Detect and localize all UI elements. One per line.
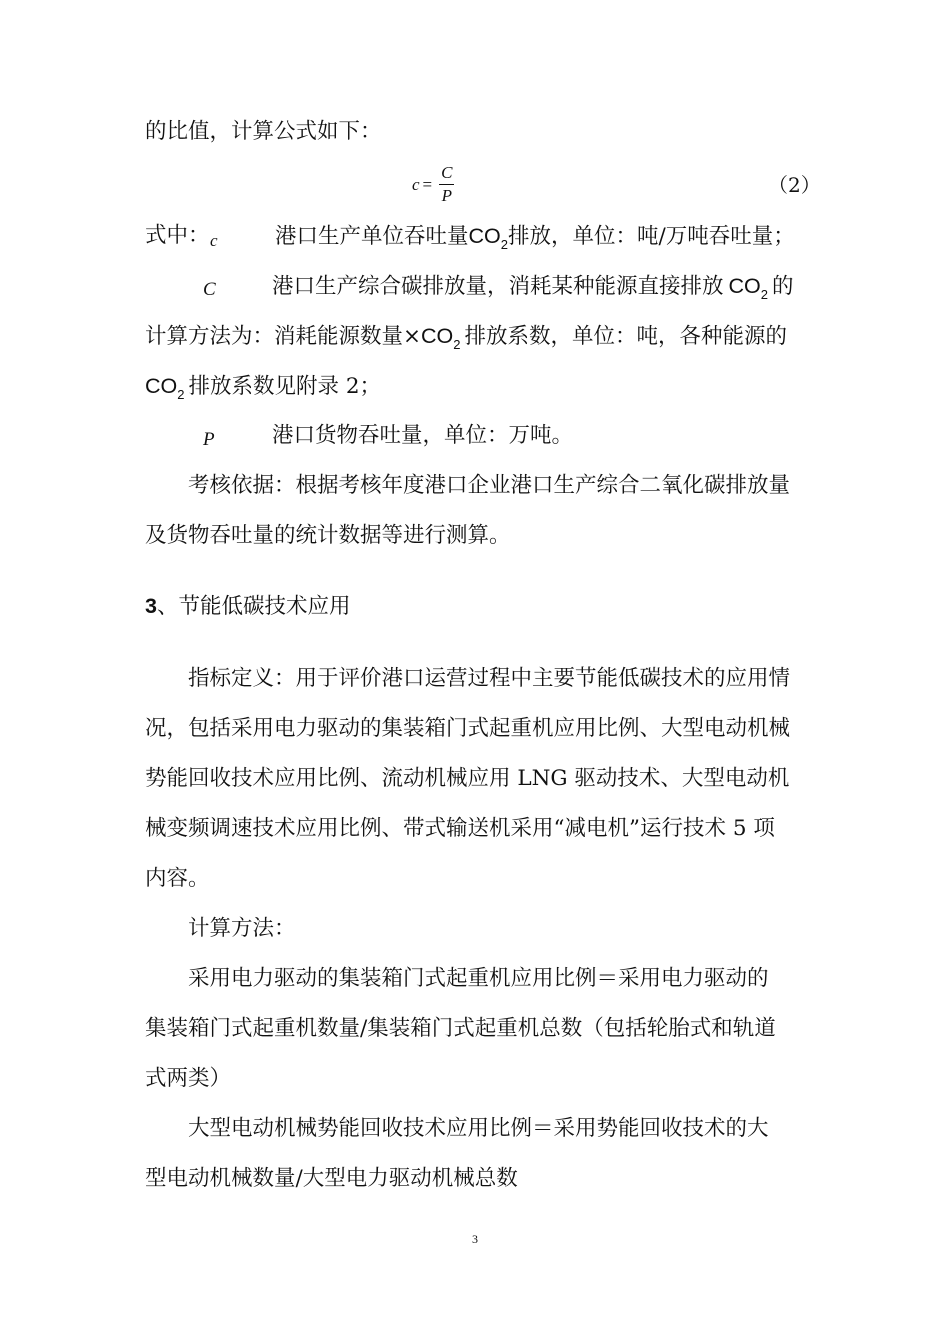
formula-numerator: C (439, 163, 454, 185)
definition-line-4: 械变频调速技术应用比例、带式输送机采用“减电机”运行技术 5 项 (145, 816, 775, 841)
section-title: 、节能低碳技术应用 (156, 594, 351, 619)
C-text-b: 的 (772, 274, 794, 299)
method-p2-line-2: 型电动机械数量/大型电力驱动机械总数 (145, 1166, 518, 1191)
co2-subscript: 2 (453, 337, 461, 352)
where-C-line3 (145, 371, 810, 402)
section-number: 3 (145, 594, 157, 618)
C-line2-b: 排放系数，单位：吨，各种能源的 (464, 324, 788, 349)
formula-denominator: P (441, 186, 452, 205)
where-c-text (275, 221, 810, 252)
formula-equals: = (422, 175, 433, 194)
co2-label: CO (421, 324, 454, 348)
basis-line-1: 考核依据：根据考核年度港口企业港口生产综合二氧化碳排放量 (188, 473, 791, 498)
definition-line-2: 况，包括采用电力驱动的集装箱门式起重机应用比例、大型电动机械 (145, 716, 791, 741)
basis-line-2: 及货物吞吐量的统计数据等进行测算。 (145, 523, 511, 548)
C-line2-a: 计算方法为：消耗能源数量× (145, 324, 422, 349)
symbol-c: c (210, 231, 218, 250)
co2-label: CO (468, 224, 501, 248)
co2-subscript: 2 (177, 387, 185, 402)
co2-label: CO (728, 274, 761, 298)
C-line3-b: 排放系数见附录 2； (188, 374, 381, 399)
where-C-line2 (145, 321, 810, 352)
definition-line-5: 内容。 (145, 866, 210, 891)
method-p1-line-1: 采用电力驱动的集装箱门式起重机应用比例＝采用电力驱动的 (188, 966, 769, 991)
equation-number: （2） (768, 173, 821, 197)
formula-lhs: c (412, 175, 420, 194)
c-text-b: 排放，单位：吨/万吨吞吐量； (508, 224, 795, 249)
where-C-text (272, 271, 810, 302)
definition-line-3: 势能回收技术应用比例、流动机械应用 LNG 驱动技术、大型电动机 (145, 766, 790, 791)
C-text-a: 港口生产综合碳排放量，消耗某种能源直接排放 (272, 274, 724, 299)
section-heading (145, 591, 810, 622)
method-title: 计算方法： (188, 916, 296, 941)
co2-subscript: 2 (760, 287, 768, 302)
method-p1-line-3: 式两类） (145, 1066, 232, 1091)
intro-line: 的比值，计算公式如下： (145, 119, 382, 144)
co2-subscript: 2 (500, 237, 508, 252)
symbol-P: P (203, 429, 215, 450)
method-p1-line-2: 集装箱门式起重机数量/集装箱门式起重机总数（包括轮胎式和轨道 (145, 1016, 776, 1041)
c-text-a: 港口生产单位吞吐量 (275, 224, 469, 249)
method-p2-line-1: 大型电动机械势能回收技术应用比例＝采用势能回收技术的大 (188, 1116, 769, 1141)
symbol-C: C (203, 279, 216, 300)
where-prefix: 式中： (145, 223, 210, 248)
definition-line-1: 指标定义：用于评价港口运营过程中主要节能低碳技术的应用情 (188, 666, 791, 691)
page-number: 3 (472, 1232, 478, 1246)
formula (412, 160, 454, 210)
co2-label: CO (145, 374, 178, 398)
formula-fraction (439, 163, 454, 207)
where-P-text: 港口货物吞吐量，单位：万吨。 (272, 423, 574, 448)
